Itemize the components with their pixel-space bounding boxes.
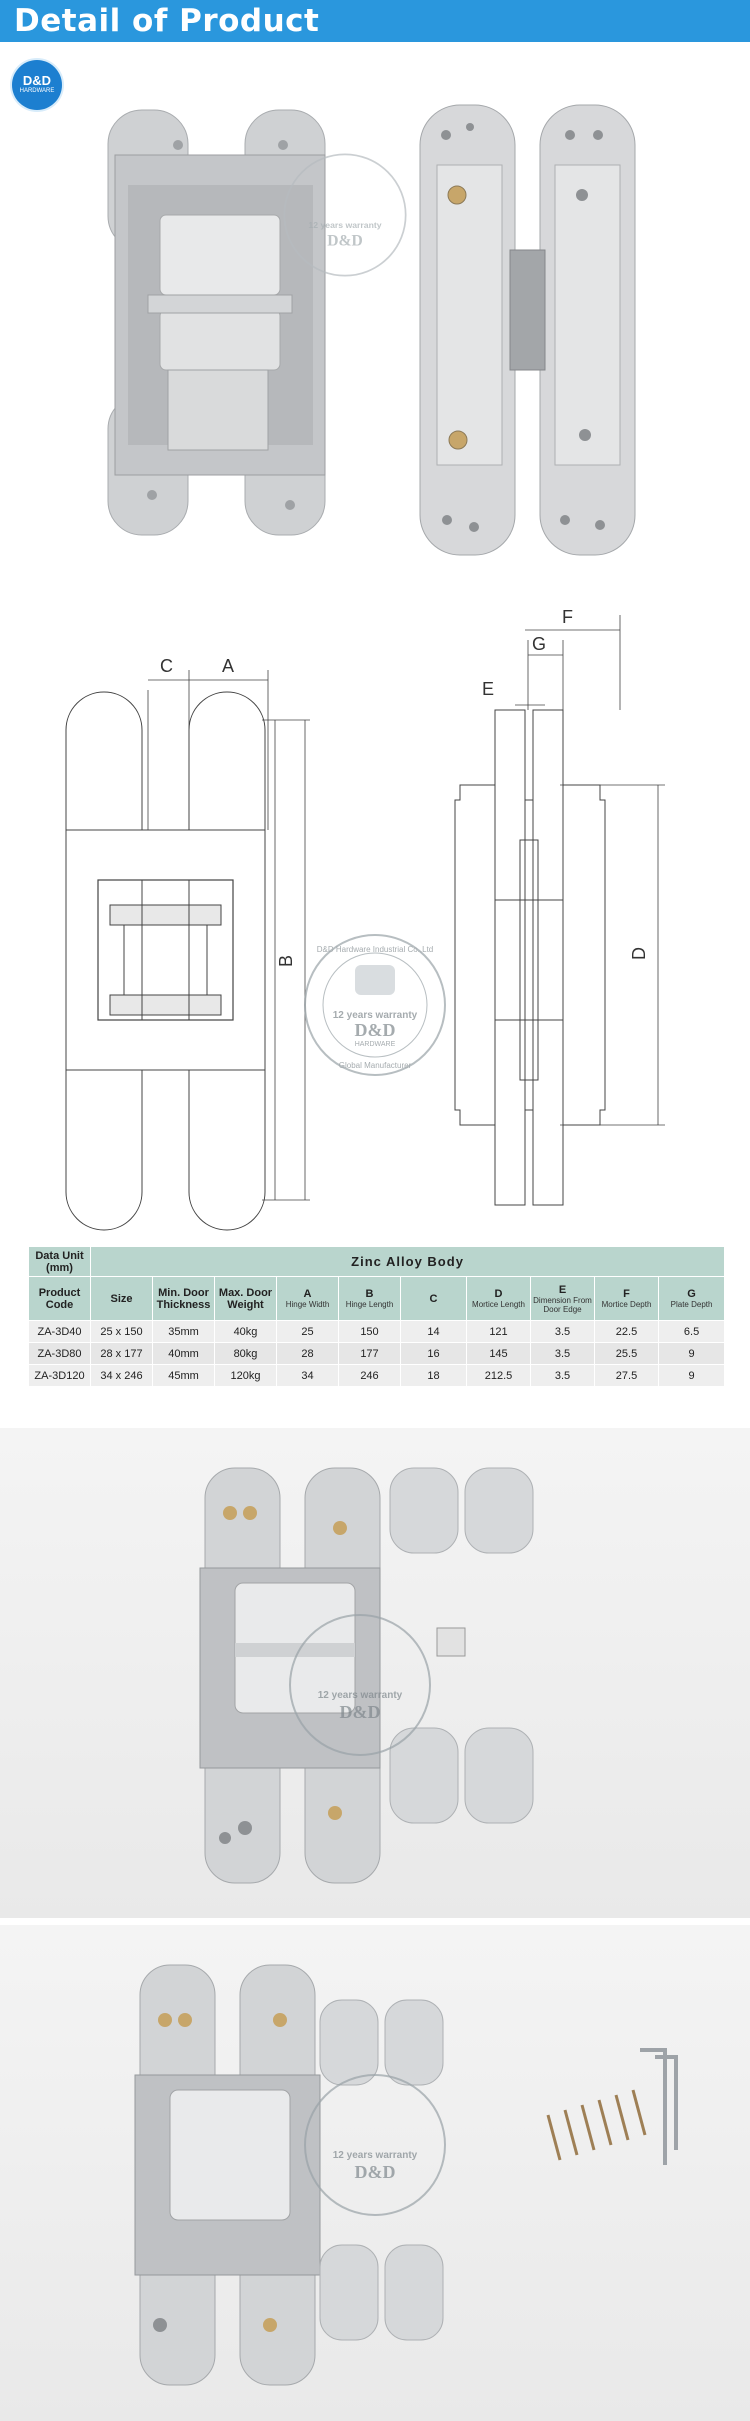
hinge-front-view xyxy=(108,110,325,535)
table-cell: 14 xyxy=(401,1321,467,1343)
table-cell: 3.5 xyxy=(531,1343,595,1365)
table-cell: ZA-3D80 xyxy=(29,1343,91,1365)
header-product-code: Product Code xyxy=(29,1277,91,1321)
table-cell: 246 xyxy=(339,1365,401,1387)
hinge-back-view xyxy=(420,105,635,555)
table-cell: ZA-3D40 xyxy=(29,1321,91,1343)
front-view-outline xyxy=(66,692,265,1230)
table-cell: 28 xyxy=(277,1343,339,1365)
label-d: D xyxy=(629,947,649,960)
screws xyxy=(548,2090,645,2160)
header-max-door-weight: Max. Door Weight xyxy=(215,1277,277,1321)
header-c: C xyxy=(401,1277,467,1321)
label-a: A xyxy=(222,656,235,676)
table-cell: 18 xyxy=(401,1365,467,1387)
header-b: B Hinge Length xyxy=(339,1277,401,1321)
watermark-warranty: 12 years warranty xyxy=(332,1010,418,1021)
table-cell: 16 xyxy=(401,1343,467,1365)
label-f: F xyxy=(562,607,573,627)
wm-top-brand: D&D xyxy=(327,232,363,250)
wm-top-warranty: 12 years warranty xyxy=(308,220,382,230)
wm-mid-warranty: 12 years warranty xyxy=(317,1690,403,1701)
table-cell: 121 xyxy=(467,1321,531,1343)
header-e: E Dimension From Door Edge xyxy=(531,1277,595,1321)
table-cell: 6.5 xyxy=(659,1321,725,1343)
table-cell: 9 xyxy=(659,1365,725,1387)
product-photo-bottom xyxy=(0,1925,750,2421)
table-cell: 120kg xyxy=(215,1365,277,1387)
table-cell: 40kg xyxy=(215,1321,277,1343)
hinge-with-plates-photo xyxy=(0,1428,750,1918)
product-photo-middle xyxy=(0,1428,750,1918)
table-cell: 45mm xyxy=(153,1365,215,1387)
logo-brand: D&D xyxy=(22,73,52,88)
table-cell: 27.5 xyxy=(595,1365,659,1387)
table-cell: 3.5 xyxy=(531,1321,595,1343)
header-size: Size xyxy=(91,1277,153,1321)
spec-table xyxy=(28,1246,725,1387)
table-cell: 25 x 150 xyxy=(91,1321,153,1343)
table-cell: 212.5 xyxy=(467,1365,531,1387)
table-cell: 150 xyxy=(339,1321,401,1343)
header-banner xyxy=(0,0,750,42)
table-cell: 25.5 xyxy=(595,1343,659,1365)
header-a: A Hinge Width xyxy=(277,1277,339,1321)
watermark-ring-bottom: Global Manufacturer xyxy=(338,1061,412,1070)
table-cell: 28 x 177 xyxy=(91,1343,153,1365)
table-cell: 177 xyxy=(339,1343,401,1365)
table-cell: ZA-3D120 xyxy=(29,1365,91,1387)
technical-drawing xyxy=(0,600,750,1240)
watermark-sub: HARDWARE xyxy=(354,1041,396,1048)
material-title: Zinc Alloy Body xyxy=(91,1247,725,1277)
page-title: Detail of Product xyxy=(14,3,320,39)
table-cell: 145 xyxy=(467,1343,531,1365)
label-c: C xyxy=(160,656,173,676)
wm-bot-warranty: 12 years warranty xyxy=(332,2150,418,2161)
table-row xyxy=(29,1365,725,1387)
label-e: E xyxy=(482,679,495,699)
watermark-ring-top: D&D Hardware Industrial Co.,Ltd xyxy=(316,945,434,954)
hinge-photo xyxy=(0,95,750,565)
side-view-outline xyxy=(455,710,605,1205)
table-cell: 3.5 xyxy=(531,1365,595,1387)
table-row xyxy=(29,1343,725,1365)
header-g: G Plate Depth xyxy=(659,1277,725,1321)
data-unit-cell: Data Unit (mm) xyxy=(29,1247,91,1277)
table-header-row xyxy=(29,1277,725,1321)
table-cell: 22.5 xyxy=(595,1321,659,1343)
table-cell: 25 xyxy=(277,1321,339,1343)
logo-sub: HARDWARE xyxy=(19,88,55,94)
table-cell: 80kg xyxy=(215,1343,277,1365)
label-g: G xyxy=(532,634,547,654)
table-cell: 9 xyxy=(659,1343,725,1365)
wm-bot-brand: D&D xyxy=(354,2162,396,2182)
table-row xyxy=(29,1321,725,1343)
dimension-diagram xyxy=(0,600,750,1240)
header-d: D Mortice Length xyxy=(467,1277,531,1321)
product-photo-top xyxy=(0,95,750,565)
hex-keys xyxy=(640,2050,676,2165)
header-f: F Mortice Depth xyxy=(595,1277,659,1321)
label-b: B xyxy=(276,954,296,967)
hinge-accessories-photo xyxy=(0,1925,750,2421)
table-cell: 34 xyxy=(277,1365,339,1387)
wm-mid-brand: D&D xyxy=(339,1702,381,1722)
table-cell: 35mm xyxy=(153,1321,215,1343)
table-cell: 40mm xyxy=(153,1343,215,1365)
table-cell: 34 x 246 xyxy=(91,1365,153,1387)
header-min-door-thickness: Min. Door Thickness xyxy=(153,1277,215,1321)
watermark-brand: D&D xyxy=(354,1020,396,1040)
